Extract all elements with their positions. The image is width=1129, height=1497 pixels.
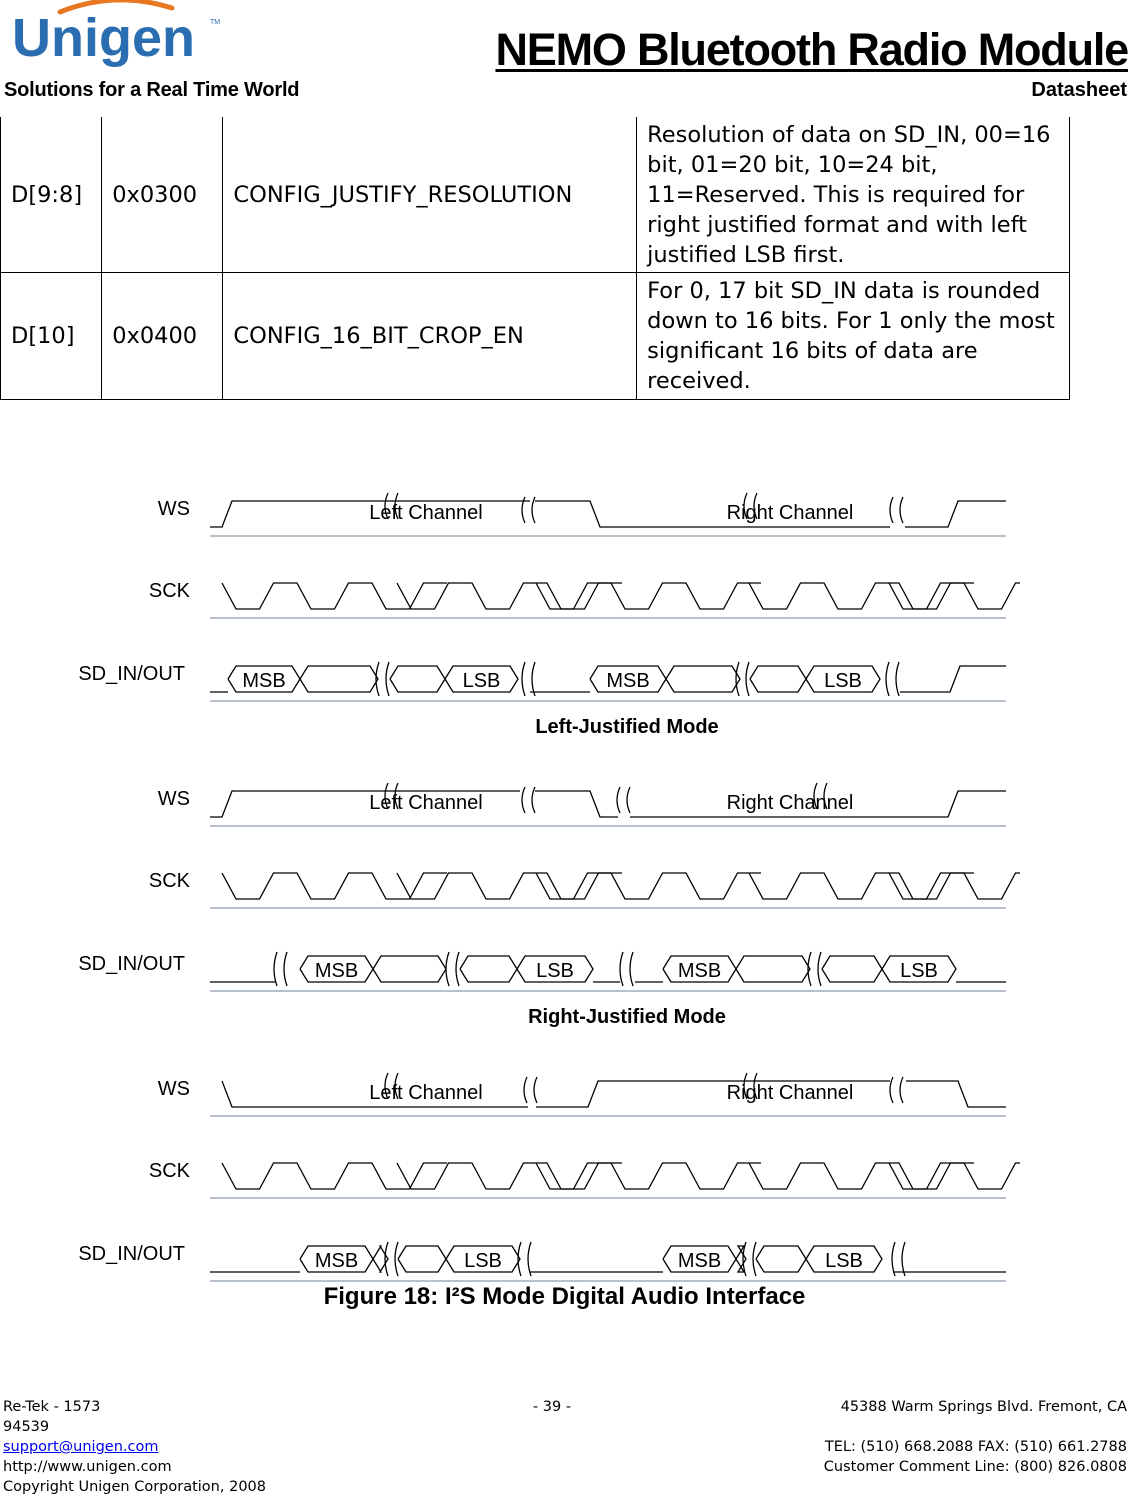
sd-break [892, 1242, 905, 1276]
name-cell: CONFIG_JUSTIFY_RESOLUTION [223, 117, 637, 273]
lsb-label: LSB [900, 960, 938, 982]
ws-signal-label: WS [157, 788, 190, 810]
left-channel-label: Left Channel [369, 1082, 483, 1104]
sck-signal-label: SCK [148, 870, 190, 892]
sd-break [620, 952, 633, 986]
bits-cell: D[10] [1, 273, 102, 400]
sd-break [522, 662, 535, 696]
sck-waveform [749, 583, 974, 609]
description-cell: For 0, 17 bit SD_IN data is rounded down to 16 bits. For 1 only the most significant 16 bits of data are received. [637, 273, 1070, 400]
mask-cell: 0x0300 [102, 117, 223, 273]
ws-waveform [905, 501, 1006, 527]
ws-break [890, 1077, 903, 1103]
sck-signal-label: SCK [148, 580, 190, 602]
sck-waveform [749, 873, 974, 899]
sd-signal-label: SD_IN/OUT [78, 1243, 185, 1265]
mode-title: Right-Justified Mode [528, 1006, 726, 1028]
page-number: - 39 - [532, 1399, 572, 1415]
data-cell [750, 666, 806, 692]
lsb-label: LSB [464, 1250, 502, 1272]
msb-label: MSB [314, 1250, 359, 1272]
sd-break [743, 1242, 756, 1276]
ws-waveform [906, 1081, 1006, 1107]
sd-signal-label: SD_IN/OUT [78, 953, 185, 975]
lsb-label: LSB [824, 670, 862, 692]
ws-break [890, 497, 903, 523]
data-cell [300, 666, 378, 692]
sd-idle [900, 666, 1006, 692]
data-cell [736, 956, 810, 982]
name-cell: CONFIG_16_BIT_CROP_EN [223, 273, 637, 400]
sck-waveform [889, 583, 1020, 609]
msb-label: MSB [677, 960, 722, 982]
logo-text: Unigen [12, 8, 195, 68]
data-cell [756, 1246, 806, 1272]
ws-break [524, 1077, 537, 1103]
ws-break [522, 787, 535, 813]
sd-break [274, 952, 287, 986]
register-table [0, 117, 1070, 400]
sd-break [446, 952, 459, 986]
tagline: Solutions for a Real Time World [4, 79, 300, 101]
ws-waveform [535, 791, 618, 817]
footer-doc-id: Re-Tek - 1573 [3, 1399, 101, 1415]
ws-signal-label: WS [157, 1078, 190, 1100]
sd-break [385, 1242, 398, 1276]
sck-waveform [222, 583, 447, 609]
sck-waveform [222, 1163, 447, 1189]
sck-waveform [536, 583, 761, 609]
lsb-label: LSB [536, 960, 574, 982]
document-subtitle: Datasheet [1031, 79, 1127, 101]
description-cell: Resolution of data on SD_IN, 00=16 bit, 01=20 bit, 10=24 bit, 11=Reserved. This is required for right justified format and with left justified LSB first. [637, 117, 1070, 273]
i2s-timing-diagram [60, 485, 1020, 1295]
sd-signal-label: SD_IN/OUT [78, 663, 185, 685]
logo-tm: TM [210, 19, 221, 26]
ws-break [617, 787, 630, 813]
bits-cell: D[9:8] [1, 117, 102, 273]
msb-label: MSB [606, 670, 650, 692]
sck-waveform [397, 583, 622, 609]
sck-waveform [749, 1163, 974, 1189]
sck-waveform [222, 873, 447, 899]
footer-comment-line: Customer Comment Line: (800) 826.0808 [823, 1459, 1127, 1475]
sck-waveform [536, 1163, 761, 1189]
ws-signal-label: WS [157, 498, 190, 520]
data-cell [373, 956, 446, 982]
data-cell [666, 666, 740, 692]
sck-waveform [397, 873, 622, 899]
footer-website: http://www.unigen.com [3, 1459, 172, 1475]
lsb-label: LSB [462, 670, 501, 692]
data-cell [460, 956, 517, 982]
table-row [1, 273, 1070, 400]
sck-waveform [889, 1163, 1020, 1189]
data-cell [398, 1246, 446, 1272]
document-title: NEMO Bluetooth Radio Module [495, 24, 1128, 75]
data-cell [822, 956, 882, 982]
sck-signal-label: SCK [148, 1160, 190, 1182]
left-channel-label: Left Channel [369, 792, 483, 814]
footer-phone-fax: TEL: (510) 668.2088 FAX: (510) 661.2788 [824, 1439, 1127, 1455]
msb-label: MSB [677, 1250, 722, 1272]
mask-cell: 0x0400 [102, 273, 223, 400]
msb-label: MSB [314, 960, 359, 982]
right-channel-label: Right Channel [726, 1082, 854, 1104]
footer-address: 45388 Warm Springs Blvd. Fremont, CA [840, 1399, 1127, 1415]
sd-break [736, 662, 749, 696]
figure-caption: Figure 18: I²S Mode Digital Audio Interface [323, 1283, 806, 1310]
footer-zip: 94539 [3, 1419, 50, 1435]
mode-title: Left-Justified Mode [535, 716, 719, 738]
right-channel-label: Right Channel [726, 792, 854, 814]
unigen-logo [10, 0, 230, 70]
left-channel-label: Left Channel [369, 502, 483, 524]
msb-label: MSB [242, 670, 286, 692]
table-row [1, 117, 1070, 273]
data-cell [390, 666, 445, 692]
sck-waveform [536, 873, 761, 899]
right-channel-label: Right Channel [726, 502, 854, 524]
footer-copyright: Copyright Unigen Corporation, 2008 [3, 1479, 266, 1495]
support-email-link[interactable]: support@unigen.com [3, 1439, 159, 1455]
sd-break [886, 662, 899, 696]
sck-waveform [397, 1163, 622, 1189]
lsb-label: LSB [825, 1250, 863, 1272]
sck-waveform [889, 873, 1020, 899]
